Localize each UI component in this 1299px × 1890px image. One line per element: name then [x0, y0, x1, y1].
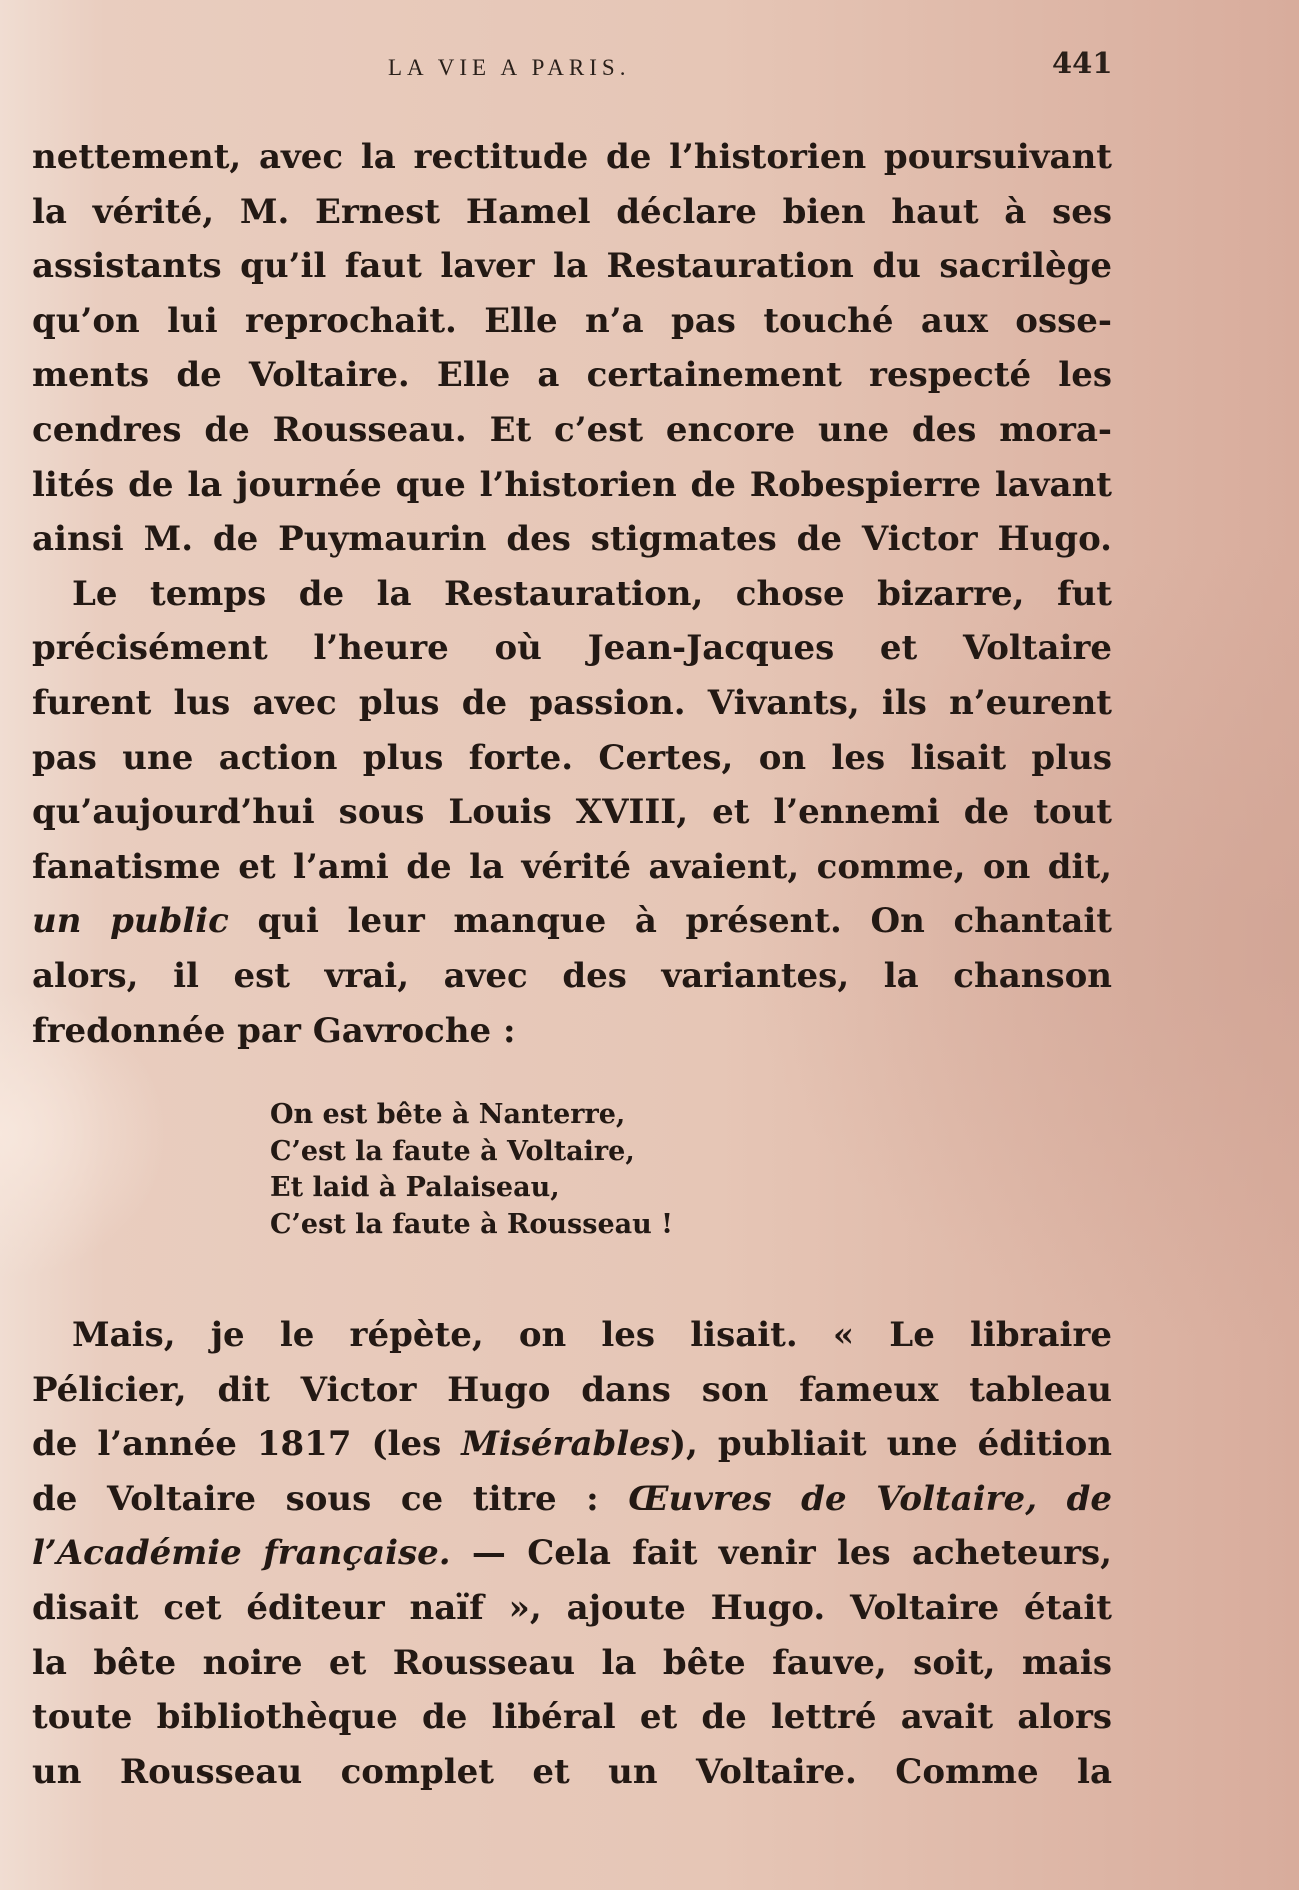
text-line — [32, 1472, 1112, 1527]
page-number: 441 — [1052, 46, 1113, 80]
text-line: assistants qu’il faut laver la Restauration du sacrilège — [32, 246, 1112, 287]
text-line: Le temps de la Restauration, chose bizarre, fut — [72, 573, 1112, 614]
text-line: alors, il est vrai, avec des variantes, la chanson — [32, 955, 1112, 996]
text-run: de Voltaire sous ce titre : — [32, 1478, 629, 1519]
text-line — [32, 1417, 1112, 1472]
text-line: cendres de Rousseau. Et c’est encore une des mora- — [32, 409, 1112, 450]
verse-line: On est bête à Nanterre, — [270, 1099, 626, 1130]
text-line: la vérité, M. Ernest Hamel déclare bien haut à ses — [32, 191, 1112, 232]
italic-title: Œuvres de Voltaire, de — [628, 1478, 1113, 1519]
text-line: ainsi M. de Puymaurin des stigmates de Victor Hugo. — [32, 519, 1112, 560]
text-line: lités de la journée que l’historien de Robespierre lavant — [32, 464, 1112, 505]
text-line — [32, 894, 1112, 949]
verse-quote — [270, 1097, 673, 1243]
verse-line: C’est la faute à Voltaire, — [270, 1135, 635, 1167]
text-run: — Cela fait venir les acheteurs, — [450, 1533, 1112, 1574]
text-line: toute bibliothèque de libéral et de lettré avait alors — [32, 1697, 1112, 1738]
text-line: Pélicier, dit Victor Hugo dans son fameux tableau — [32, 1369, 1112, 1410]
italic-title: Misérables — [461, 1424, 670, 1465]
text-line: fredonnée par Gavroche : — [32, 1010, 516, 1051]
running-head: LA VIE A PARIS. — [388, 55, 631, 80]
verse-line: Et laid à Palaiseau, — [270, 1172, 560, 1203]
text-line: précisément l’heure où Jean-Jacques et Voltaire — [32, 628, 1112, 669]
italic-phrase: un public — [32, 901, 229, 942]
text-line: qu’aujourd’hui sous Louis XVIII, et l’ennemi de tout — [32, 792, 1112, 833]
text-line: disait cet éditeur naïf », ajoute Hugo. Voltaire était — [32, 1587, 1112, 1628]
text-run: de l’année 1817 (les — [32, 1424, 462, 1465]
text-run: ), publiait une édition — [669, 1424, 1112, 1465]
text-line: furent lus avec plus de passion. Vivants, ils n’eurent — [32, 682, 1112, 723]
verse-line: C’est la faute à Rousseau ! — [270, 1208, 674, 1240]
text-line: nettement, avec la rectitude de l’historien poursuivant — [32, 137, 1112, 177]
text-line: Mais, je le répète, on les lisait. « Le libraire — [72, 1315, 1112, 1355]
text-line: la bête noire et Rousseau la bête fauve, soit, mais — [32, 1642, 1112, 1683]
body-text-bottom — [32, 1308, 1112, 1799]
text-line: fanatisme et l’ami de la vérité avaient, comme, on dit, — [32, 846, 1112, 887]
text-run: qui leur manque à présent. On chantait — [228, 901, 1112, 942]
body-text-top — [32, 130, 1112, 1058]
italic-title: l’Académie française. — [32, 1533, 451, 1574]
text-line — [32, 1526, 1112, 1581]
text-line: ments de Voltaire. Elle a certainement respecté les — [32, 355, 1112, 396]
text-line: qu’on lui reprochait. Elle n’a pas touché aux osse- — [32, 300, 1112, 341]
text-line: pas une action plus forte. Certes, on les lisait plus — [32, 737, 1112, 778]
text-line: un Rousseau complet et un Voltaire. Comme la — [32, 1751, 1112, 1792]
